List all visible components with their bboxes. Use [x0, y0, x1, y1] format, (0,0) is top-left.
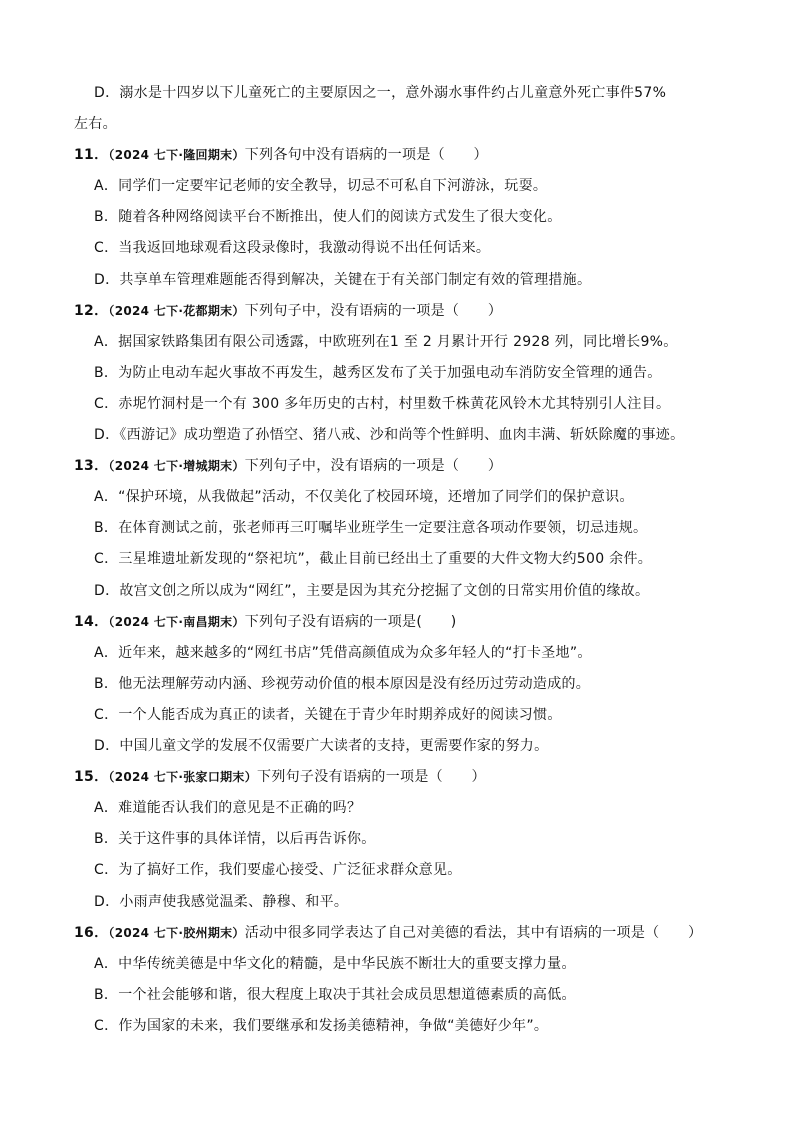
- option-a: A．中华传统美德是中华文化的精髓，是中华民族不断壮大的重要支撑力量。: [94, 956, 576, 972]
- question-stem: 下列各句中没有语病的一项是（ ）: [244, 147, 488, 163]
- option-d: D．《西游记》成功塑造了孙悟空、猪八戒、沙和尚等个性鲜明、血肉丰满、斩妖除魔的事迹。: [94, 427, 685, 443]
- option-c: C．为了搞好工作，我们要虚心接受、广泛征求群众意见。: [94, 862, 462, 878]
- question-number: 13．: [74, 458, 109, 474]
- question-15: [74, 767, 486, 787]
- question-stem: 下列句子中，没有语病的一项是（ ）: [244, 303, 503, 319]
- option-b: B．随着各种网络阅读平台不断推出，使人们的阅读方式发生了很大变化。: [94, 209, 562, 225]
- option-c: C．三星堆遗址新发现的“祭祀坑”，截止目前已经出土了重要的大件文物大约500 余件。: [94, 551, 653, 567]
- option-a: A．据国家铁路集团有限公司透露，中欧班列在1 至 2 月累计开行 2928 列，同比增长9%。: [94, 334, 678, 350]
- question-16: [74, 923, 702, 943]
- question-stem: 下列句子没有语病的一项是（ ）: [257, 769, 486, 785]
- question-stem: 活动中很多同学表达了自己对美德的看法，其中有语病的一项是（ ）: [244, 925, 703, 941]
- question-number: 12．: [74, 303, 109, 319]
- option-c: C．当我返回地球观看这段录像时，我激动得说不出任何话来。: [94, 240, 491, 256]
- question-12: [74, 301, 502, 321]
- option-b: B．关于这件事的具体详情，以后再告诉你。: [94, 831, 376, 847]
- option-b: B．他无法理解劳动内涵、珍视劳动价值的根本原因是没有经历过劳动造成的。: [94, 676, 591, 692]
- option-a: A．难道能否认我们的意见是不正确的吗？: [94, 800, 362, 816]
- option-d: D．故宫文创之所以成为“网红”，主要是因为其充分挖掘了文创的日常实用价值的缘故。: [94, 583, 650, 599]
- option-c: C．一个人能否成为真正的读者，关键在于青少年时期养成好的阅读习惯。: [94, 707, 562, 723]
- question-11: [74, 145, 488, 165]
- option-b: B．为防止电动车起火事故不再发生，越秀区发布了关于加强电动车消防安全管理的通告。: [94, 365, 662, 381]
- option-a: A．“保护环境，从我做起”活动，不仅美化了校园环境，还增加了同学们的保护意识。: [94, 489, 634, 505]
- option-b: B．一个社会能够和谐，很大程度上取决于其社会成员思想道德素质的高低。: [94, 987, 576, 1003]
- option-c: C．赤坭竹洞村是一个有 300 多年历史的古村，村里数千株黄花风铃木尤其特别引人注目。: [94, 396, 671, 412]
- question-13: [74, 456, 502, 476]
- question-source: （2024 七下·张家口期末）: [108, 770, 258, 784]
- lead-option-d-line1: D．溺水是十四岁以下儿童死亡的主要原因之一，意外溺水事件约占儿童意外死亡事件57%: [94, 85, 667, 101]
- question-source: （2024 七下·隆回期末）: [108, 148, 245, 162]
- option-d: D．小雨声使我感觉温柔、静穆、和平。: [94, 894, 349, 910]
- option-a: A．近年来，越来越多的“网红书店”凭借高颜值成为众多年轻人的“打卡圣地”。: [94, 645, 592, 661]
- question-source: （2024 七下·增城期末）: [108, 459, 245, 473]
- question-stem: 下列句子中，没有语病的一项是（ ）: [244, 458, 503, 474]
- question-source: （2024 七下·花都期末）: [108, 304, 245, 318]
- option-c: C．作为国家的未来，我们要继承和发扬美德精神，争做“美德好少年”。: [94, 1018, 549, 1034]
- question-14: [74, 612, 456, 632]
- question-number: 14．: [74, 614, 109, 630]
- question-number: 15．: [74, 769, 109, 785]
- question-source: （2024 七下·胶州期末）: [108, 926, 245, 940]
- option-a: A．同学们一定要牢记老师的安全教导，切忌不可私自下河游泳，玩耍。: [94, 178, 548, 194]
- question-stem: 下列句子没有语病的一项是( ): [244, 614, 457, 630]
- question-source: （2024 七下·南昌期末）: [108, 615, 245, 629]
- option-d: D．共享单车管理难题能否得到解决，关键在于有关部门制定有效的管理措施。: [94, 272, 592, 288]
- question-number: 11．: [74, 147, 109, 163]
- lead-option-d-line2: 左右。: [74, 116, 117, 132]
- option-b: B．在体育测试之前，张老师再三叮嘱毕业班学生一定要注意各项动作要领，切忌违规。: [94, 520, 648, 536]
- question-number: 16．: [74, 925, 109, 941]
- option-d: D．中国儿童文学的发展不仅需要广大读者的支持，更需要作家的努力。: [94, 738, 549, 754]
